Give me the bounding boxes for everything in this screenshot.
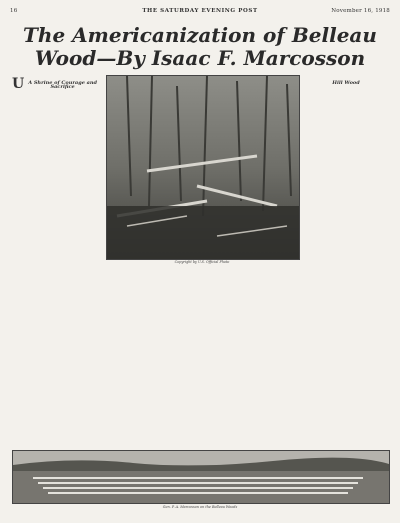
cemetery-photo [12, 450, 390, 504]
middle-column-right [204, 268, 299, 444]
section-head-2: Hill Wood [332, 80, 360, 86]
forest-image [107, 76, 299, 259]
section-head-1: A Shrine of Courage and Sacrifice [28, 80, 97, 91]
cemetery-image [13, 451, 389, 503]
middle-column-left [106, 268, 201, 444]
right-column [304, 78, 388, 446]
article-title: The Americanization of Belleau Wood—By Isaac F. Marcosson [23, 23, 377, 70]
page-header [10, 8, 390, 18]
issue-date: November 16, 1918 [331, 8, 390, 14]
photo1-caption: Copyright by U.S. Official Photo [174, 260, 230, 264]
photo2-caption: Gen. P. A. Marcosson on the Belleau Woods [162, 505, 238, 509]
belleau-wood-photo [106, 75, 300, 260]
masthead: THE SATURDAY EVENING POST [142, 8, 258, 14]
left-column: U A Shrine of Courage and Sacrifice [12, 78, 100, 446]
page-number: 16 [10, 8, 18, 14]
